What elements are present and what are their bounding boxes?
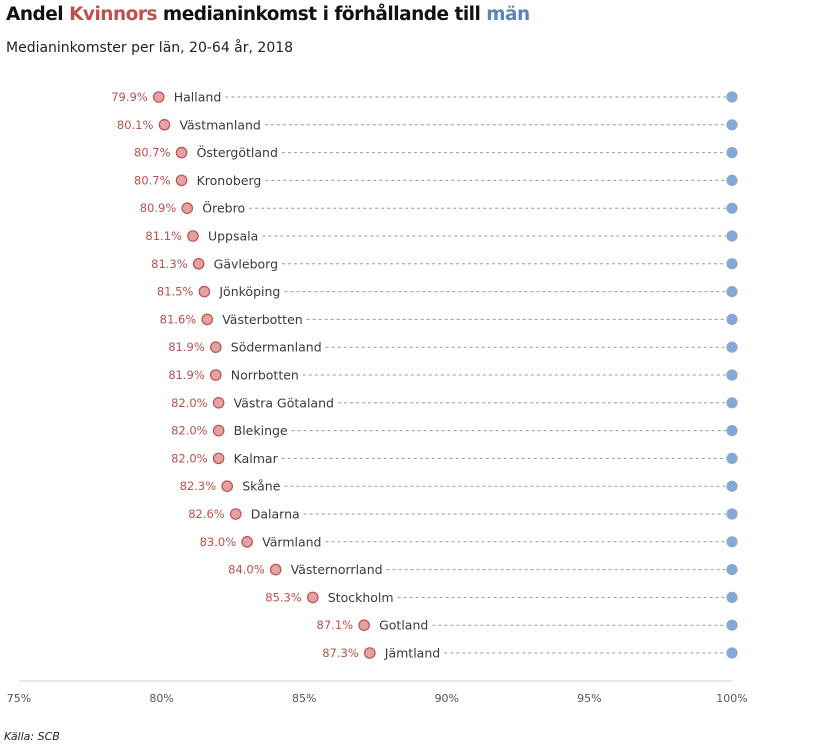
title-part2: medianinkomst i förhållande till	[156, 4, 487, 25]
men-point	[726, 397, 737, 408]
women-point	[242, 537, 252, 547]
men-point	[726, 647, 737, 658]
women-point	[199, 286, 209, 296]
men-point	[726, 147, 737, 158]
region-label: Skåne	[242, 478, 281, 494]
chart-rows	[111, 90, 737, 661]
women-point	[213, 425, 223, 435]
region-label: Västmanland	[179, 117, 261, 133]
row-12	[171, 423, 738, 438]
row-8	[160, 312, 738, 327]
chart-subtitle: Medianinkomster per län, 20-64 år, 2018	[6, 40, 294, 56]
region-label: Gotland	[379, 617, 429, 633]
row-5	[145, 229, 737, 244]
value-label: 81.9%	[168, 368, 205, 382]
women-point	[176, 147, 186, 157]
region-label: Stockholm	[327, 589, 394, 605]
row-9	[168, 340, 737, 355]
women-point	[213, 453, 223, 463]
value-label: 81.3%	[151, 256, 188, 271]
row-10	[168, 368, 737, 383]
value-label: 80.1%	[116, 117, 154, 132]
region-label: Jämtland	[384, 645, 441, 661]
x-tick-label: 95%	[577, 692, 602, 705]
women-point	[270, 564, 280, 574]
value-label: 82.0%	[171, 451, 208, 466]
title-women: Kvinnors	[69, 4, 157, 25]
row-2	[134, 144, 738, 160]
source-note: Källa: SCB	[4, 730, 60, 743]
men-point	[726, 286, 737, 297]
region-label: Värmland	[262, 534, 322, 550]
region-label: Västra Götaland	[233, 395, 334, 411]
men-point	[726, 369, 737, 380]
women-point	[213, 398, 223, 408]
value-label: 84.0%	[228, 562, 265, 577]
region-label: Södermanland	[230, 339, 322, 355]
value-label: 82.3%	[179, 479, 217, 494]
women-point	[176, 175, 186, 185]
men-point	[726, 481, 737, 492]
men-point	[726, 592, 737, 603]
row-0	[111, 90, 737, 105]
region-label: Halland	[173, 89, 222, 105]
row-1	[117, 117, 738, 132]
region-label: Västernorrland	[290, 562, 383, 578]
men-point	[726, 258, 737, 269]
men-point	[726, 203, 737, 214]
region-label: Gävleborg	[213, 256, 279, 272]
region-label: Örebro	[202, 200, 246, 216]
row-4	[140, 200, 738, 216]
men-point	[726, 425, 737, 436]
women-point	[211, 370, 221, 380]
value-label: 81.1%	[145, 229, 182, 243]
women-point	[182, 203, 192, 213]
value-label: 85.3%	[265, 590, 302, 605]
region-label: Kalmar	[233, 450, 278, 466]
row-18	[265, 590, 737, 605]
men-point	[726, 453, 737, 464]
women-point	[231, 509, 241, 519]
row-15	[188, 507, 737, 522]
women-point	[193, 259, 203, 269]
title-men: män	[486, 4, 530, 25]
value-label: 80.9%	[139, 201, 177, 216]
region-label: Kronoberg	[196, 172, 262, 188]
men-point	[726, 536, 737, 547]
region-label: Jönköping	[219, 284, 281, 300]
value-label: 80.7%	[134, 173, 171, 188]
x-tick-label: 100%	[716, 692, 748, 705]
value-label: 83.0%	[199, 534, 237, 549]
value-label: 81.5%	[156, 284, 194, 299]
men-point	[726, 620, 737, 631]
women-point	[211, 342, 221, 352]
women-point	[308, 592, 318, 602]
women-point	[159, 120, 169, 130]
row-11	[171, 395, 738, 410]
x-tick-label: 85%	[291, 692, 317, 705]
row-13	[171, 451, 738, 466]
men-point	[726, 91, 737, 102]
region-label: Uppsala	[207, 228, 259, 244]
men-point	[726, 314, 737, 325]
row-16	[200, 534, 738, 549]
row-7	[157, 284, 738, 299]
row-6	[151, 256, 737, 271]
men-point	[726, 230, 737, 241]
region-label: Blekinge	[233, 423, 288, 439]
row-3	[134, 173, 738, 188]
x-axis	[7, 681, 748, 705]
women-point	[359, 620, 369, 630]
region-label: Östergötland	[196, 145, 278, 161]
region-label: Norrbotten	[230, 367, 299, 383]
women-point	[365, 648, 375, 658]
value-label: 87.1%	[316, 618, 354, 633]
region-label: Västerbotten	[222, 311, 303, 327]
value-label: 79.9%	[111, 90, 148, 104]
x-tick-label: 75%	[6, 692, 32, 705]
value-label: 80.7%	[134, 145, 171, 160]
women-point	[222, 481, 232, 491]
men-point	[726, 175, 737, 186]
row-20	[322, 646, 737, 661]
title-part1: Andel	[6, 4, 70, 25]
women-point	[202, 314, 212, 324]
x-tick-label: 90%	[434, 692, 460, 705]
region-label: Dalarna	[250, 506, 300, 522]
men-point	[726, 119, 737, 130]
row-14	[180, 479, 738, 494]
women-point	[188, 231, 198, 241]
men-point	[726, 508, 737, 519]
value-label: 82.6%	[188, 507, 225, 521]
value-label: 82.0%	[171, 395, 208, 410]
men-point	[726, 342, 737, 353]
x-tick-label: 80%	[149, 692, 174, 705]
women-point	[154, 92, 164, 102]
row-17	[228, 562, 737, 577]
row-19	[317, 618, 738, 633]
value-label: 82.0%	[171, 423, 208, 438]
men-point	[726, 564, 737, 575]
value-label: 81.6%	[159, 312, 197, 327]
value-label: 87.3%	[322, 646, 359, 660]
value-label: 81.9%	[168, 340, 205, 355]
